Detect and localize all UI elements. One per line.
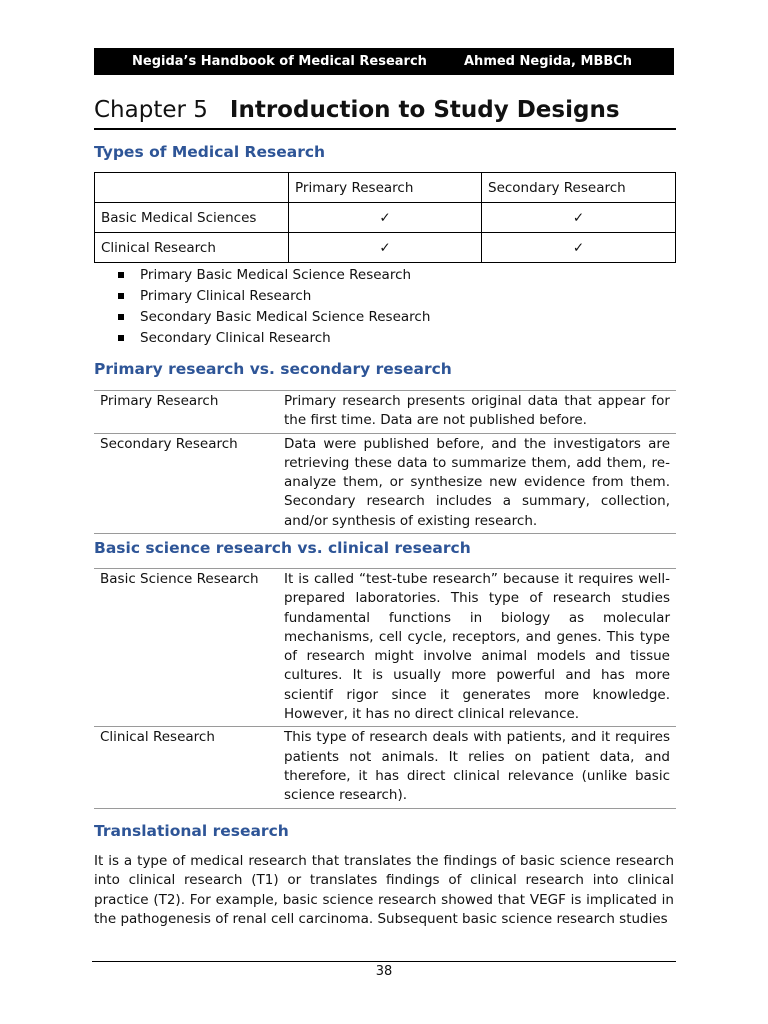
- table-corner-cell: [95, 173, 289, 203]
- page-number: 38: [375, 964, 393, 979]
- list-item: Secondary Basic Medical Science Research: [118, 308, 430, 329]
- row-label: Clinical Research: [95, 233, 289, 263]
- footer-divider: [92, 961, 676, 962]
- basic-clinical-table: [94, 568, 676, 809]
- research-types-list: [118, 266, 430, 350]
- term-cell: Secondary Research: [100, 435, 238, 452]
- table-row: [94, 433, 676, 533]
- table-row: [95, 203, 676, 233]
- list-item: Primary Clinical Research: [118, 287, 430, 308]
- column-header-primary: Primary Research: [289, 173, 482, 203]
- description-cell: It is called “test-tube research” because it requires well-prepared laboratories. This type of research studies fundamental functions in biology as molecular mechanisms, cell cycle, receptors, and genes. This type of research might involve animal models and tissue cultures. It is usually more powerful and has more scientif rigor since it generates more knowledge. However, it has no direct clinical relevance.: [284, 571, 670, 723]
- table-row: [94, 727, 676, 808]
- description-cell: This type of research deals with patients, and it requires patients not animals. It relies on patient data, and therefore, it has direct clinical relevance (unlike basic science research).: [284, 729, 670, 804]
- book-author: Ahmed Negida, MBBCh: [464, 54, 633, 69]
- table-header-row: [95, 173, 676, 203]
- row-label: Basic Medical Sciences: [95, 203, 289, 233]
- list-item: Secondary Clinical Research: [118, 329, 430, 350]
- table-row: [95, 233, 676, 263]
- book-title: Negida’s Handbook of Medical Research: [132, 54, 427, 69]
- chapter-heading: [94, 93, 676, 130]
- list-item: Primary Basic Medical Science Research: [118, 266, 430, 287]
- term-cell: Primary Research: [100, 393, 219, 409]
- table-row: [94, 391, 676, 434]
- description-cell: Primary research presents original data that appear for the first time. Data are not published before.: [284, 393, 670, 429]
- section-heading-types: Types of Medical Research: [94, 143, 326, 161]
- term-cell: Clinical Research: [100, 729, 215, 746]
- types-table: [94, 172, 676, 263]
- section-heading-primary-secondary: Primary research vs. secondary research: [94, 360, 452, 378]
- chapter-title: Introduction to Study Designs: [229, 97, 620, 123]
- section-heading-translational: Translational research: [94, 822, 289, 840]
- term-cell: Basic Science Research: [100, 571, 259, 587]
- primary-secondary-table: [94, 390, 676, 534]
- running-header: [94, 48, 674, 75]
- description-cell: Data were published before, and the investigators are retrieving these data to summarize them, add them, re-analyze them, or synthesize new evidence from them. Secondary research includes a summary, collection, and/or synthesis of existing research.: [284, 435, 670, 529]
- check-icon: ✓: [289, 203, 482, 233]
- chapter-number: Chapter 5: [94, 97, 208, 123]
- column-header-secondary: Secondary Research: [482, 173, 676, 203]
- table-row: [94, 569, 676, 727]
- translational-paragraph: It is a type of medical research that translates the findings of basic science research into clinical research (T1) or translates findings of clinical research into clinical practice (T2). For example, basic science research showed that VEGF is implicated in the pathogenesis of renal cell carcinoma. Subsequent basic science research studies: [94, 853, 674, 927]
- section-heading-basic-clinical: Basic science research vs. clinical research: [94, 539, 471, 557]
- check-icon: ✓: [289, 233, 482, 263]
- check-icon: ✓: [482, 203, 676, 233]
- check-icon: ✓: [482, 233, 676, 263]
